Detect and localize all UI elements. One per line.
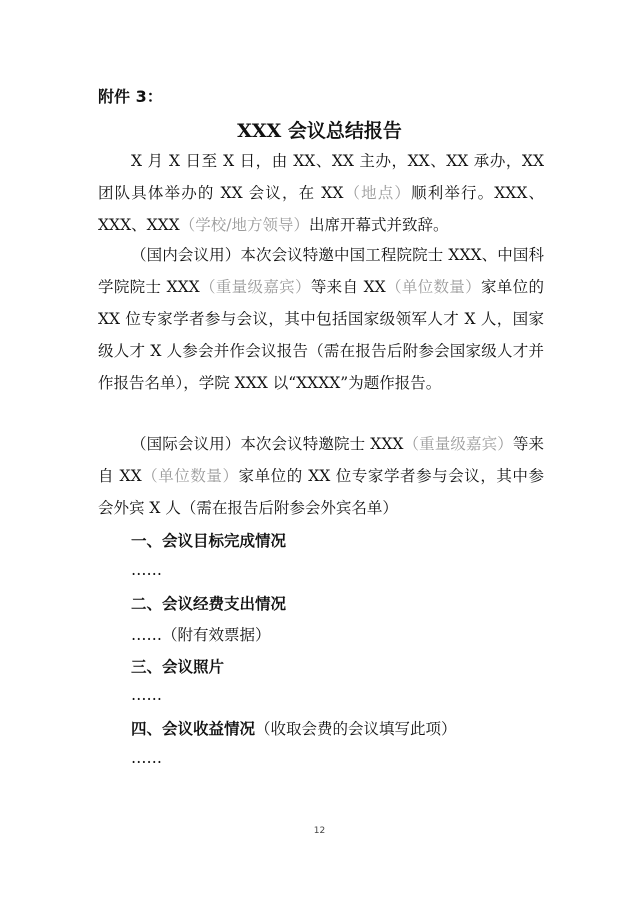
section-content: ……（附有效票据） — [131, 626, 271, 644]
section-content: …… — [131, 686, 162, 704]
placeholder-hint: （地点） — [343, 184, 412, 202]
placeholder-hint: （单位数量） — [141, 467, 239, 485]
placeholder-hint: （重量级嘉宾） — [403, 435, 513, 453]
paragraph-text: （国内会议用）本次会议特邀中国工程院院士 XXX、中国科学院院士 XXX — [98, 246, 544, 296]
section-content: …… — [131, 749, 162, 767]
section-heading: 一、会议目标完成情况 — [131, 532, 287, 550]
paragraph-text: 等来自 XX — [310, 278, 386, 296]
attachment-label: 附件 3： — [98, 87, 163, 106]
page-number: 12 — [313, 826, 326, 836]
section-heading: 二、会议经费支出情况 — [131, 595, 287, 613]
paragraph-opening — [98, 145, 544, 241]
paragraph-text: 家单位的 XX 位专家学者参与会议，其中包括国家级领军人才 X 人，国家级人才 X 人参会并作会议报告（需在报告后附参会国家级人才并作报告名单），学院 XXX 以“XXXX”为题作报告。 — [98, 278, 544, 392]
section-heading-text: 四、会议收益情况 — [131, 720, 256, 738]
report-title: XXX 会议总结报告 — [237, 120, 402, 142]
section-heading-note: （收取会费的会议填写此项） — [255, 720, 457, 738]
paragraph-domestic — [98, 239, 544, 399]
paragraph-text: （国际会议用）本次会议特邀院士 XXX — [131, 435, 404, 453]
section-content: …… — [131, 561, 162, 579]
placeholder-hint: （学校/地方领导） — [179, 216, 309, 234]
paragraph-text: 家单位的 XX 位专家学者参与会议，其中参会外宾 X 人（需在报告后附参会外宾名单） — [98, 467, 544, 517]
paragraph-text: 等来自 XX — [98, 435, 544, 485]
placeholder-hint: （重量级嘉宾） — [199, 278, 311, 296]
section-heading-with-note — [131, 717, 457, 739]
section-heading: 三、会议照片 — [131, 658, 225, 676]
paragraph-text: X 月 X 日至 X 日，由 XX、XX 主办，XX、XX 承办，XX 团队具体举办的 XX 会议，在 XX — [98, 152, 544, 202]
paragraph-text: 顺利举行。XXX、XXX、XXX — [98, 184, 544, 234]
paragraph-international — [98, 428, 544, 524]
placeholder-hint: （单位数量） — [385, 278, 481, 296]
paragraph-text: 出席开幕式并致辞。 — [308, 216, 449, 234]
